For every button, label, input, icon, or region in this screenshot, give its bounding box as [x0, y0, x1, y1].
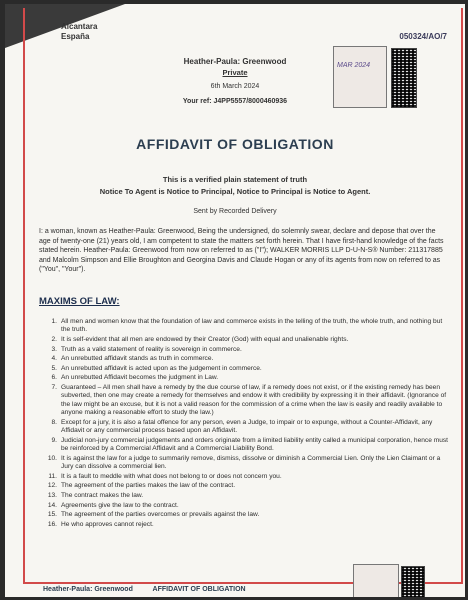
footer-qr-code-icon [401, 566, 425, 597]
maxim-text: An unrebutted Affidavit becomes the judgment in Law. [61, 374, 219, 382]
maxim-text: Judicial non-jury commercial judgements and orders originate from a limited liability entity called a municipal corporation, hence must be reinforced by a Commercial Affidavit and a Commercial Liability Bond. [61, 436, 449, 453]
maxim-item [45, 318, 449, 335]
verified-statement: This is a verified plain statement of truth [162, 175, 308, 184]
maxim-number: 16. [47, 520, 57, 528]
sender-address [61, 22, 97, 42]
maxim-text: The agreement of the parties overcomes or prevails against the law. [61, 511, 260, 519]
maxim-text: It is a fault to meddle with what does not belong to or does not concern you. [61, 472, 282, 480]
maxim-number: 7. [51, 383, 57, 391]
maxim-number: 8. [51, 418, 57, 426]
maxim-text: Agreements give the law to the contract. [61, 501, 179, 509]
maxims-heading: MAXIMS OF LAW: [39, 296, 120, 307]
maxim-item [45, 482, 449, 490]
maxim-text: He who approves cannot reject. [61, 520, 154, 528]
maxim-text: Except for a jury, it is also a fatal offence for any person, even a Judge, to impair or to expunge, without a Counter-Affidavit, any Affidavit or any commercial process based upon an Affidavit. [61, 418, 433, 435]
document-title: AFFIDAVIT OF OBLIGATION [136, 136, 334, 152]
maxim-text: It is self-evident that all men are endowed by their Creator (God) with equal and unalienable rights. [61, 336, 349, 343]
footer-title: AFFIDAVIT OF OBLIGATION [152, 586, 246, 593]
page-border-right [461, 8, 463, 583]
maxim-text: An unrebutted affidavit stands as truth in commerce. [61, 355, 214, 363]
page-border-left [23, 8, 25, 583]
agent-notice: Notice To Agent is Notice to Principal, Notice to Principal is Notice to Agent. [99, 187, 371, 196]
maxim-item [45, 365, 449, 373]
page-footer [43, 586, 264, 593]
maxim-number: 15. [47, 511, 57, 519]
maxim-item [45, 521, 449, 529]
maxim-text: Guaranteed – All men shall have a remedy by the due course of law, if a remedy does not exist, or if the existing remedy has been subverted, then one may create a remedy for themselves and endow it with credibility by expressing it in their affidavit. (Ignorance of the law might be an excuse, but it is not a valid reason for the commission of a crime when the law is easily and readily available to anyone making a reasonable effort to study the law.) [61, 383, 447, 417]
maxim-item [45, 492, 449, 500]
maxims-list [45, 318, 449, 530]
maxim-item [45, 437, 449, 454]
maxim-number: 1. [51, 318, 57, 325]
maxim-number: 9. [51, 436, 57, 444]
scanned-document-page [5, 4, 465, 597]
maxim-item [45, 346, 449, 354]
maxim-text: All men and women know that the foundation of law and commerce exists in the telling of the truth, the whole truth, and nothing but the truth. [61, 318, 443, 334]
maxim-number: 4. [51, 355, 57, 363]
maxim-item [45, 419, 449, 436]
postmark-text: MAR 2024 [337, 62, 371, 69]
maxim-number: 12. [47, 482, 57, 490]
your-reference: Your ref: J4PP5557/8000460936 [182, 98, 288, 105]
maxim-item [45, 455, 449, 472]
maxim-text: The contract makes the law. [61, 491, 144, 499]
maxim-item [45, 374, 449, 382]
maxim-number: 6. [51, 374, 57, 382]
maxim-number: 11. [48, 472, 57, 480]
maxim-item [45, 473, 449, 481]
maxim-number: 3. [51, 345, 57, 353]
maxim-item [45, 355, 449, 363]
maxim-number: 2. [51, 336, 57, 343]
maxim-item [45, 384, 449, 418]
maxim-item [45, 336, 449, 344]
maxim-text: It is against the law for a judge to summarily remove, dismiss, dissolve or diminish a Commercial Lien. Only the Lien Claimant or a Jury can dissolve a commercial lien. [61, 454, 441, 471]
document-date: 6th March 2024 [210, 83, 260, 90]
maxim-item [45, 502, 449, 510]
maxim-item [45, 511, 449, 519]
footer-postage-stamp [353, 564, 399, 597]
intro-paragraph: I: a woman, known as Heather-Paula: Greenwood, Being the undersigned, do solemnly swear, declare and depose that over the age of twenty-one (21) years old, I am competent to state the matters set forth herein. That I have first-hand knowledge of the facts stated herein. Heather-Paula: Greenwood from now on referred to as ("I"); WALKER MORRIS LLP D-U-N-S® Number: 211317885 and Malcolm Simpson and Ellie Broughton and Georgina Davis and Claude Hogan or any of its agents from now on referred to as ("You", "Your"). [39, 228, 444, 274]
maxim-number: 14. [47, 501, 57, 509]
maxim-number: 10. [47, 454, 57, 462]
maxim-text: The agreement of the parties makes the law of the contract. [61, 482, 236, 490]
private-label: Private [222, 68, 248, 77]
maxim-text: Truth as a valid statement of reality is sovereign in commerce. [61, 345, 242, 353]
reference-code: 050324/AO/7 [399, 32, 447, 41]
footer-name: Heather-Paula: Greenwood [43, 586, 133, 593]
delivery-method: Sent by Recorded Delivery [193, 208, 277, 215]
maxim-number: 13. [47, 491, 57, 499]
recipient-name: Heather-Paula: Greenwood [183, 57, 287, 66]
maxim-text: An unrebutted affidavit is acted upon as the judgement in commerce. [61, 364, 262, 372]
maxim-number: 5. [51, 364, 57, 372]
sender-line-2: España [61, 32, 90, 41]
sender-line-1: Alcantara [61, 22, 98, 31]
